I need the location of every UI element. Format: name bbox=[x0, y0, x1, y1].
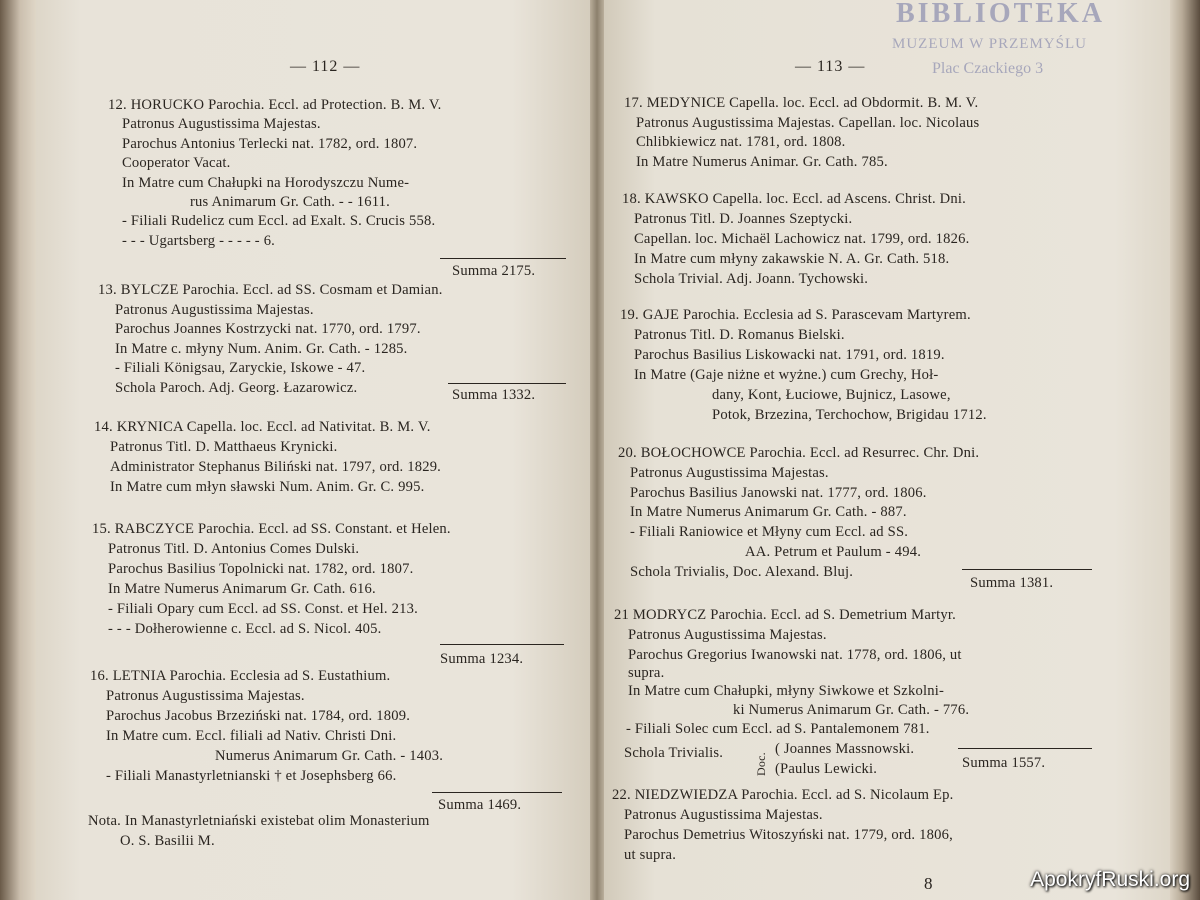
stamp-line: BIBLIOTEKA bbox=[896, 0, 1105, 29]
sum-rule bbox=[440, 644, 564, 645]
text-line: - Filiali Solec cum Eccl. ad S. Pantalemonem 781. bbox=[626, 721, 930, 737]
text-line: - Filiali Rudelicz cum Eccl. ad Exalt. S. Crucis 558. bbox=[122, 213, 436, 229]
text-line: - Filiali Königsau, Zaryckie, Iskowe - 47. bbox=[115, 360, 366, 376]
text-line: AA. Petrum et Paulum - 494. bbox=[745, 544, 922, 560]
text-line: In Matre Numerus Animarum Gr. Cath. - 887. bbox=[630, 504, 907, 520]
text-line: Numerus Animarum Gr. Cath. - 1403. bbox=[215, 748, 444, 764]
text-line: Capellan. loc. Michaël Lachowicz nat. 1799, ord. 1826. bbox=[634, 231, 970, 247]
text-line: Patronus Titl. D. Antonius Comes Dulski. bbox=[108, 541, 360, 557]
sum-rule bbox=[448, 383, 566, 384]
text-line: Patronus Augustissima Majestas. bbox=[624, 807, 823, 823]
text-line: Parochus Joannes Kostrzycki nat. 1770, ord. 1797. bbox=[115, 321, 421, 337]
text-line: In Matre c. młyny Num. Anim. Gr. Cath. - 1285. bbox=[115, 341, 408, 357]
text-line: Potok, Brzezina, Terchochow, Brigidau 1712. bbox=[712, 407, 987, 423]
text-line: In Matre cum. Eccl. filiali ad Nativ. Christi Dni. bbox=[106, 728, 397, 744]
entry-heading: 15. RABCZYCE Parochia. Eccl. ad SS. Constant. et Helen. bbox=[92, 521, 451, 537]
text-line: Cooperator Vacat. bbox=[122, 155, 231, 171]
book-edge-left bbox=[0, 0, 40, 900]
entry-heading: 20. BOŁOCHOWCE Parochia. Eccl. ad Resurrec. Chr. Dni. bbox=[618, 445, 980, 461]
text-line: In Matre (Gaje niżne et wyżne.) cum Grechy, Hoł- bbox=[634, 367, 939, 383]
text-line: Parochus Jacobus Brzeziński nat. 1784, ord. 1809. bbox=[106, 708, 411, 724]
right-page-number: — 113 — bbox=[795, 58, 866, 75]
stamp-line: Plac Czackiego 3 bbox=[932, 60, 1044, 77]
text-line: Parochus Basilius Janowski nat. 1777, ord. 1806. bbox=[630, 485, 927, 501]
sum-rule bbox=[440, 258, 566, 259]
sum-rule bbox=[958, 748, 1092, 749]
text-line: In Matre Numerus Animarum Gr. Cath. 616. bbox=[108, 581, 376, 597]
left-page-number: — 112 — bbox=[290, 58, 361, 75]
text-line: - Filiali Opary cum Eccl. ad SS. Const. et Hel. 213. bbox=[108, 601, 418, 617]
text-line: Patronus Titl. D. Matthaeus Krynicki. bbox=[110, 439, 338, 455]
text-line: Administrator Stephanus Biliński nat. 1797, ord. 1829. bbox=[110, 459, 442, 475]
text-line: Schola Trivial. Adj. Joann. Tychowski. bbox=[634, 271, 869, 287]
text-line: Schola Trivialis. bbox=[624, 745, 724, 761]
text-line: - - - Ugartsberg - - - - - 6. bbox=[122, 233, 276, 249]
text-line: In Matre cum młyny zakawskie N. A. Gr. Cath. 518. bbox=[634, 251, 950, 267]
text-line: Nota. In Manastyrletniański existebat olim Monasterium bbox=[88, 813, 430, 829]
stamp-line: MUZEUM W PRZEMYŚLU bbox=[892, 36, 1087, 52]
text-line: ki Numerus Animarum Gr. Cath. - 776. bbox=[733, 702, 970, 718]
entry-heading: 13. BYLCZE Parochia. Eccl. ad SS. Cosmam et Damian. bbox=[98, 282, 443, 298]
text-line: dany, Kont, Łuciowe, Bujnicz, Lasowe, bbox=[712, 387, 951, 403]
text-line: Patronus Augustissima Majestas. bbox=[122, 116, 321, 132]
text-line: Parochus Demetrius Witoszyński nat. 1779, ord. 1806, bbox=[624, 827, 953, 843]
text-line: O. S. Basilii M. bbox=[120, 833, 215, 849]
entry-heading: 14. KRYNICA Capella. loc. Eccl. ad Nativitat. B. M. V. bbox=[94, 419, 431, 435]
entry-heading: 12. HORUCKO Parochia. Eccl. ad Protection. B. M. V. bbox=[108, 97, 442, 113]
vertical-doc-label: Doc. bbox=[754, 752, 768, 776]
sum-line: Summa 1557. bbox=[962, 755, 1046, 771]
text-line: Patronus Augustissima Majestas. bbox=[628, 627, 827, 643]
sum-line: Summa 1332. bbox=[452, 387, 536, 403]
text-line: rus Animarum Gr. Cath. - - 1611. bbox=[190, 194, 391, 210]
entry-heading: 19. GAJE Parochia. Ecclesia ad S. Parascevam Martyrem. bbox=[620, 307, 971, 323]
text-line: Parochus Basilius Liskowacki nat. 1791, ord. 1819. bbox=[634, 347, 945, 363]
text-line: Patronus Augustissima Majestas. bbox=[630, 465, 829, 481]
text-line: In Matre cum młyn sławski Num. Anim. Gr. C. 995. bbox=[110, 479, 425, 495]
text-line: Schola Trivialis, Doc. Alexand. Bluj. bbox=[630, 564, 854, 580]
entry-heading: 18. KAWSKO Capella. loc. Eccl. ad Ascens. Christ. Dni. bbox=[622, 191, 967, 207]
book-gutter bbox=[590, 0, 604, 900]
text-line: Parochus Basilius Topolnicki nat. 1782, ord. 1807. bbox=[108, 561, 414, 577]
sum-rule bbox=[962, 569, 1092, 570]
entry-heading: 17. MEDYNICE Capella. loc. Eccl. ad Obdormit. B. M. V. bbox=[624, 95, 979, 111]
sum-line: Summa 1381. bbox=[970, 575, 1054, 591]
library-stamp bbox=[880, 0, 1150, 90]
entry-heading: 16. LETNIA Parochia. Ecclesia ad S. Eustathium. bbox=[90, 668, 391, 684]
text-line: Parochus Gregorius Iwanowski nat. 1778, ord. 1806, ut bbox=[628, 647, 962, 663]
text-line: supra. bbox=[628, 665, 665, 681]
entry-heading: 22. NIEDZWIEDZA Parochia. Eccl. ad S. Nicolaum Ep. bbox=[612, 787, 954, 803]
text-line: Patronus Titl. D. Romanus Bielski. bbox=[634, 327, 845, 343]
text-line: - Filiali Manastyrletnianski † et Josephsberg 66. bbox=[106, 768, 397, 784]
text-line: Patronus Titl. D. Joannes Szeptycki. bbox=[634, 211, 853, 227]
signature-mark: 8 bbox=[924, 874, 933, 893]
text-line: - - - Dołherowienne c. Eccl. ad S. Nicol. 405. bbox=[108, 621, 382, 637]
text-line: Chlibkiewicz nat. 1781, ord. 1808. bbox=[636, 134, 846, 150]
entry-heading: 21 MODRYCZ Parochia. Eccl. ad S. Demetrium Martyr. bbox=[614, 607, 956, 623]
sum-line: Summa 2175. bbox=[452, 263, 536, 279]
book-edge-right bbox=[1170, 0, 1200, 900]
text-line: Parochus Antonius Terlecki nat. 1782, ord. 1807. bbox=[122, 136, 418, 152]
text-line: Schola Paroch. Adj. Georg. Łazarowicz. bbox=[115, 380, 358, 396]
sum-rule bbox=[432, 792, 562, 793]
text-line: In Matre cum Chałupki, młyny Siwkowe et Szkolni- bbox=[628, 683, 945, 699]
text-line: Patronus Augustissima Majestas. Capellan. loc. Nicolaus bbox=[636, 115, 980, 131]
text-line: ( Joannes Massnowski. bbox=[775, 741, 915, 757]
text-line: Patronus Augustissima Majestas. bbox=[115, 302, 314, 318]
watermark: ApokryfRuski.org bbox=[1030, 868, 1190, 891]
sum-line: Summa 1469. bbox=[438, 797, 522, 813]
text-line: Patronus Augustissima Majestas. bbox=[106, 688, 305, 704]
text-line: ut supra. bbox=[624, 847, 677, 863]
sum-line: Summa 1234. bbox=[440, 651, 524, 667]
text-line: In Matre Numerus Animar. Gr. Cath. 785. bbox=[636, 154, 888, 170]
text-line: In Matre cum Chałupki na Horodyszczu Nume- bbox=[122, 175, 410, 191]
text-line: - Filiali Raniowice et Młyny cum Eccl. ad SS. bbox=[630, 524, 909, 540]
text-line: (Paulus Lewicki. bbox=[775, 761, 878, 777]
